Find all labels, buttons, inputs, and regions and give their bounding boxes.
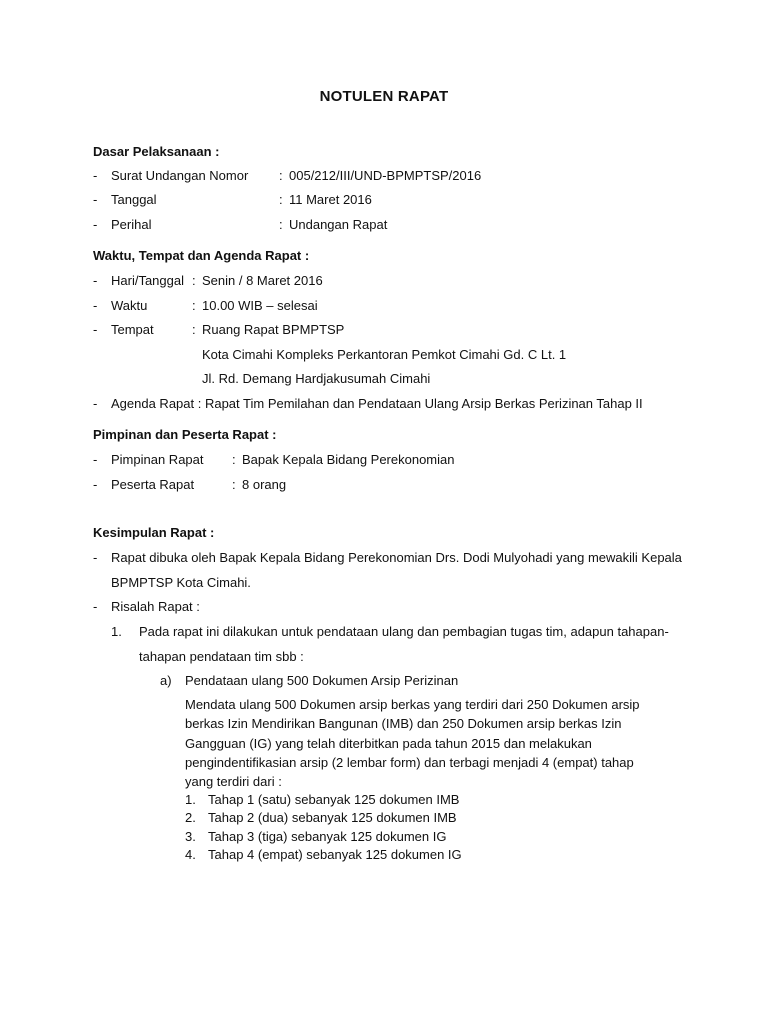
tahap-item: Tahap 4 (empat) sebanyak 125 dokumen IG bbox=[208, 847, 462, 862]
list-number: 4. bbox=[185, 847, 196, 862]
section-heading-dasar: Dasar Pelaksanaan : bbox=[93, 144, 220, 159]
bullet-dash: - bbox=[93, 550, 98, 565]
field-label-pimpinan: Pimpinan Rapat bbox=[111, 452, 204, 467]
tempat-address-line: Kota Cimahi Kompleks Perkantoran Pemkot Cimahi Gd. C Lt. 1 bbox=[202, 347, 567, 362]
field-value-tempat: Ruang Rapat BPMPTSP bbox=[202, 322, 345, 337]
kesimpulan-item-line: Rapat dibuka oleh Bapak Kepala Bidang Perekonomian Drs. Dodi Mulyohadi yang mewakili Kepala bbox=[111, 550, 682, 565]
list-number: 2. bbox=[185, 810, 196, 825]
field-value-surat-undangan: 005/212/III/UND-BPMPTSP/2016 bbox=[289, 168, 482, 183]
field-value-hari-tanggal: Senin / 8 Maret 2016 bbox=[202, 273, 323, 288]
sub-item-letter: a) bbox=[160, 673, 172, 688]
risalah-rapat-label: Risalah Rapat : bbox=[111, 599, 200, 614]
bullet-dash: - bbox=[93, 168, 98, 183]
field-label-waktu: Waktu bbox=[111, 298, 148, 313]
section-heading-kesimpulan: Kesimpulan Rapat : bbox=[93, 525, 215, 540]
field-value-waktu: 10.00 WIB – selesai bbox=[202, 298, 318, 313]
field-label-perihal: Perihal bbox=[111, 217, 152, 232]
tahap-item: Tahap 3 (tiga) sebanyak 125 dokumen IG bbox=[208, 829, 447, 844]
bullet-dash: - bbox=[93, 477, 98, 492]
field-label-hari-tanggal: Hari/Tanggal bbox=[111, 273, 184, 288]
sub-item-title: Pendataan ulang 500 Dokumen Arsip Perizinan bbox=[185, 673, 459, 688]
bullet-dash: - bbox=[93, 217, 98, 232]
field-label-surat-undangan: Surat Undangan Nomor bbox=[111, 168, 249, 183]
field-value-tanggal: 11 Maret 2016 bbox=[289, 192, 372, 207]
bullet-dash: - bbox=[93, 599, 98, 614]
field-value-pimpinan: Bapak Kepala Bidang Perekonomian bbox=[242, 452, 455, 467]
tahap-item: Tahap 2 (dua) sebanyak 125 dokumen IMB bbox=[208, 810, 457, 825]
list-number: 1. bbox=[111, 624, 122, 639]
section-heading-pimpinan: Pimpinan dan Peserta Rapat : bbox=[93, 427, 277, 442]
bullet-dash: - bbox=[93, 298, 98, 313]
kesimpulan-item-line: BPMPTSP Kota Cimahi. bbox=[111, 575, 251, 590]
field-colon: : bbox=[192, 298, 196, 313]
risalah-point-line: Pada rapat ini dilakukan untuk pendataan ulang dan pembagian tugas tim, adapun tahapan- bbox=[139, 624, 669, 639]
field-label-tanggal: Tanggal bbox=[111, 192, 157, 207]
bullet-dash: - bbox=[93, 322, 98, 337]
field-colon: : bbox=[232, 477, 236, 492]
field-colon: : bbox=[279, 192, 283, 207]
field-colon: : bbox=[279, 217, 283, 232]
field-label-peserta: Peserta Rapat bbox=[111, 477, 195, 492]
field-colon: : bbox=[279, 168, 283, 183]
list-number: 1. bbox=[185, 792, 196, 807]
field-value-perihal: Undangan Rapat bbox=[289, 217, 388, 232]
risalah-point-line: tahapan pendataan tim sbb : bbox=[139, 649, 304, 664]
bullet-dash: - bbox=[93, 396, 98, 411]
sub-item-paragraph: Mendata ulang 500 Dokumen arsip berkas yang terdiri dari 250 Dokumen arsip berkas Izin Mendirikan Bangunan (IMB) dan 250 Dokumen arsip berkas Izin Gangguan (IG) yang telah diterbitkan pada tahun 2015 dan melakukan pengindentifikasian arsip (2 lembar form) dan terbagi menjadi 4 (empat) tahap yang terdiri dari : bbox=[185, 697, 640, 790]
field-value-peserta: 8 orang bbox=[242, 477, 287, 492]
tahap-item: Tahap 1 (satu) sebanyak 125 dokumen IMB bbox=[208, 792, 460, 807]
tempat-street-line: Jl. Rd. Demang Hardjakusumah Cimahi bbox=[202, 371, 431, 386]
bullet-dash: - bbox=[93, 452, 98, 467]
field-colon: : bbox=[232, 452, 236, 467]
field-label-tempat: Tempat bbox=[111, 322, 154, 337]
section-heading-waktu: Waktu, Tempat dan Agenda Rapat : bbox=[93, 248, 310, 263]
field-colon: : bbox=[192, 273, 196, 288]
field-colon: : bbox=[192, 322, 196, 337]
agenda-rapat-line: Agenda Rapat : Rapat Tim Pemilahan dan Pendataan Ulang Arsip Berkas Perizinan Tahap II bbox=[111, 396, 643, 411]
bullet-dash: - bbox=[93, 273, 98, 288]
bullet-dash: - bbox=[93, 192, 98, 207]
list-number: 3. bbox=[185, 829, 196, 844]
document-title: NOTULEN RAPAT bbox=[319, 88, 449, 105]
